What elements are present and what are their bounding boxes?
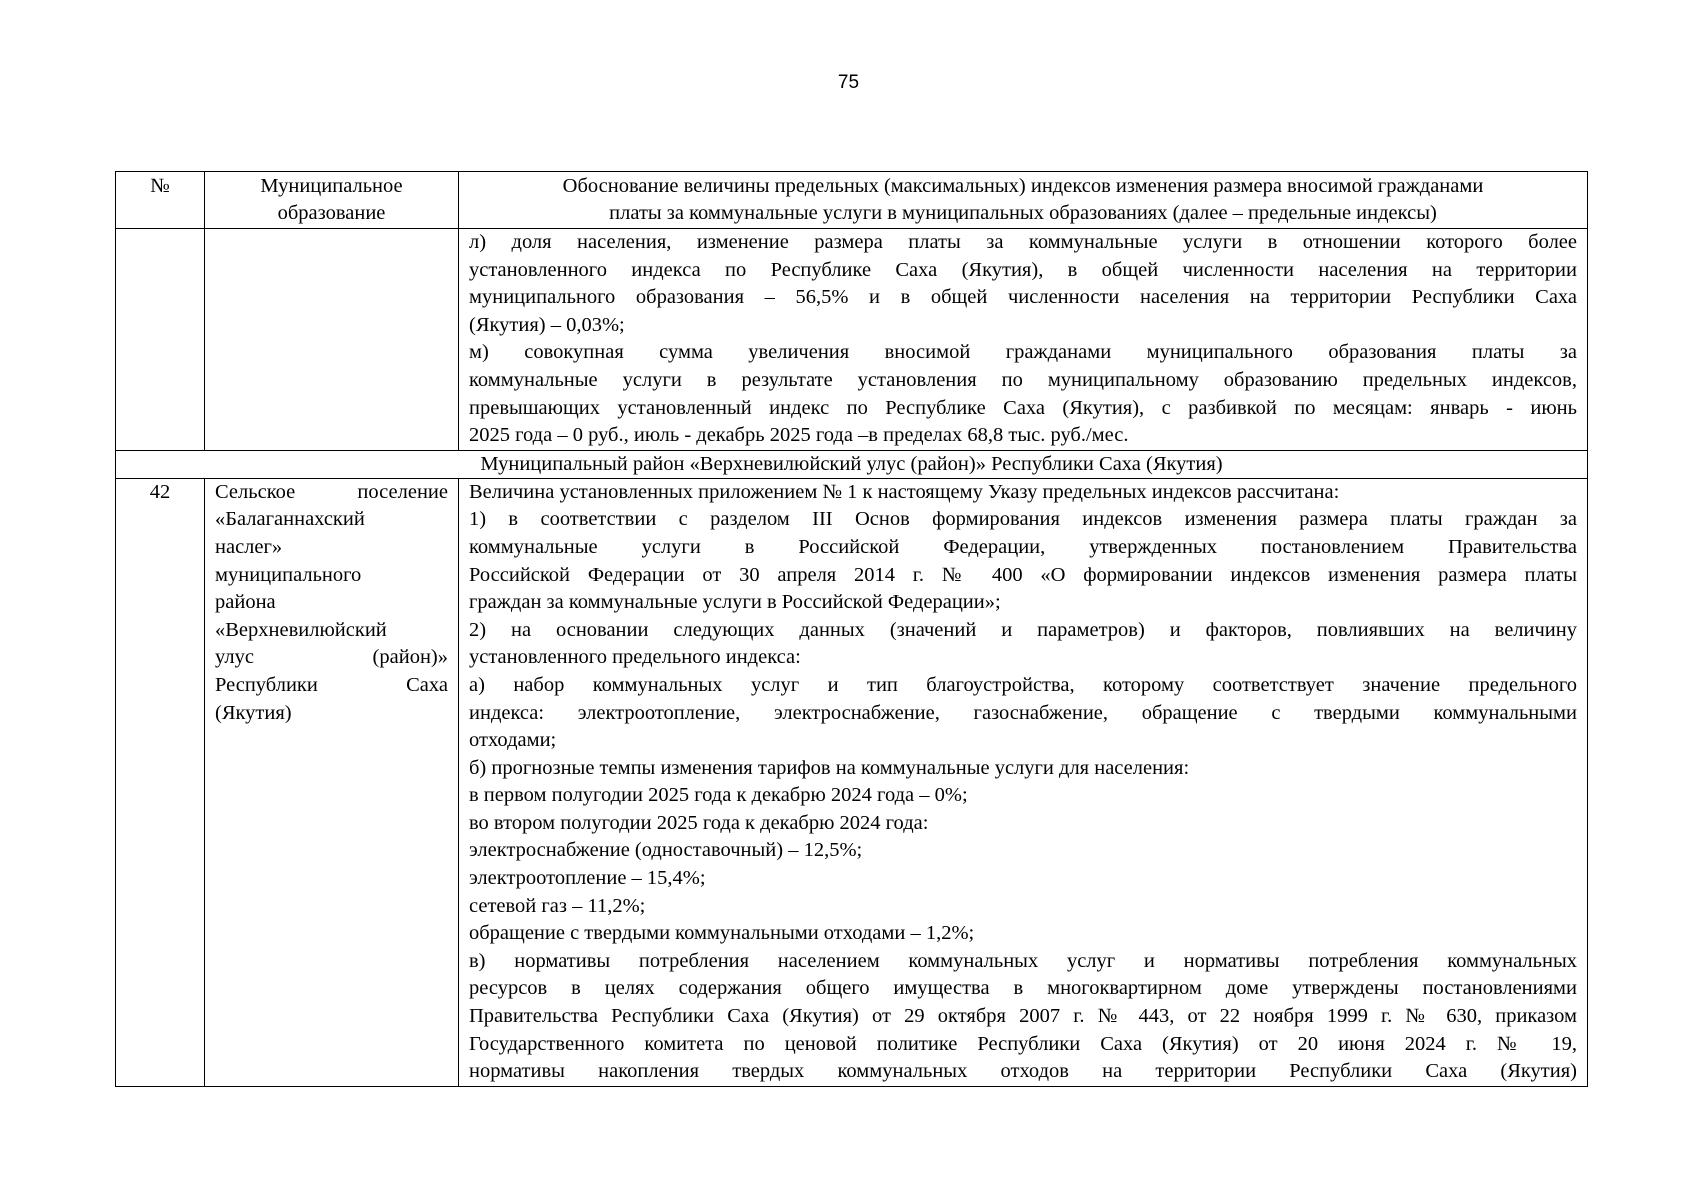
header-municipality: Муниципальное образование (205, 172, 459, 229)
text-line: 2) на основании следующих данных (значений и параметров) и факторов, повлиявших на величину (469, 618, 1577, 641)
text-line: отходами; (469, 729, 557, 752)
section-row (116, 450, 1588, 478)
municipality-line: (Якутия) (215, 701, 292, 724)
text-line: л) доля населения, изменение размера платы за коммунальные услуги в отношении которого более (469, 231, 1577, 253)
text-line: а) набор коммунальных услуг и тип благоустройства, которому соответствует значение предельного (469, 673, 1577, 696)
municipality-line: «Верхневилюйский (215, 618, 387, 641)
text-line: б) прогнозные темпы изменения тарифов на коммунальные услуги для населения: (469, 756, 1190, 779)
text-line: ресурсов в целях содержания общего имущества в многоквартирном доме утверждены постановлениями (469, 977, 1577, 1000)
text-line: м) совокупная сумма увеличения вносимой гражданами муниципального образования платы за (469, 341, 1577, 364)
cell-basis (459, 478, 1588, 1086)
header-basis-line: Обоснование величины предельных (максимальных) индексов изменения размера вносимой гражданами (562, 175, 1484, 197)
header-basis-line: платы за коммунальные услуги в муниципальных образованиях (далее – предельные индексы) (609, 202, 1437, 224)
text-line: Государственного комитета по ценовой политике Республики Саха (Якутия) от 20 июня 2024 г. № 19, (469, 1032, 1577, 1055)
table-header-row (116, 172, 1588, 229)
text-line: индекса: электроотопление, электроснабжение, газоснабжение, обращение с твердыми коммунальными (469, 701, 1577, 724)
text-line: 1) в соответствии с разделом III Основ формирования индексов изменения размера платы граждан за (469, 508, 1577, 531)
cell-municipality-empty (205, 229, 459, 451)
text-line: Российской Федерации от 30 апреля 2014 г. № 400 «О формировании индексов изменения размера платы (469, 563, 1577, 586)
municipality-line: «Балаганнахский (215, 508, 365, 531)
text-line: в первом полугодии 2025 года к декабрю 2024 года – 0%; (469, 784, 968, 807)
municipality-line: наслег» (215, 535, 283, 558)
cell-municipality (205, 478, 459, 1086)
municipality-line: района (215, 591, 276, 614)
text-line: (Якутия) – 0,03%; (469, 313, 625, 336)
text-line: Правительства Республики Саха (Якутия) от 29 октября 2007 г. № 443, от 22 ноября 1999 г. № 630, приказом (469, 1005, 1577, 1028)
municipality-line: Республики Саха (215, 673, 448, 696)
text-line: муниципального образования – 56,5% и в общей численности населения на территории Республики Саха (469, 286, 1577, 309)
text-line: сетевой газ – 11,2%; (469, 894, 646, 917)
header-num: № (116, 172, 205, 229)
text-line: обращение с твердыми коммунальными отходами – 1,2%; (469, 922, 975, 945)
text-line: граждан за коммунальные услуги в Российской Федерации»; (469, 591, 1001, 614)
text-line: электроснабжение (одноставочный) – 12,5%; (469, 839, 863, 862)
text-line: коммунальные услуги в Российской Федерации, утвержденных постановлением Правительства (469, 535, 1577, 558)
municipality-line: улус (район)» (215, 646, 448, 669)
text-line: электроотопление – 15,4%; (469, 867, 706, 890)
text-line: Величина установленных приложением № 1 к настоящему Указу предельных индексов рассчитана: (469, 480, 1340, 503)
text-line: 2025 года – 0 руб., июль - декабрь 2025 года –в пределах 68,8 тыс. руб./мес. (469, 424, 1129, 447)
text-line: коммунальные услуги в результате установления по муниципальному образованию предельных индексов, (469, 368, 1577, 391)
text-line: установленного предельного индекса: (469, 646, 801, 669)
text-line: превышающих установленный индекс по Республике Саха (Якутия), с разбивкой по месяцам: январь - июнь (469, 396, 1577, 419)
text-line: установленного индекса по Республике Саха (Якутия), в общей численности населения на территории (469, 258, 1577, 281)
page-number: 75 (837, 72, 860, 93)
cell-row-number: 42 (116, 478, 205, 1086)
text-line: во втором полугодии 2025 года к декабрю 2024 года: (469, 811, 929, 834)
table-row-continuation (116, 229, 1588, 451)
text-line: в) нормативы потребления населением коммунальных услуг и нормативы потребления коммунальных (469, 949, 1577, 972)
header-basis (459, 172, 1588, 229)
cell-num-empty (116, 229, 205, 451)
municipality-line: Сельское поселение (215, 480, 448, 503)
municipality-line: муниципального (215, 563, 362, 586)
cell-basis-continuation (459, 229, 1588, 451)
indices-table (115, 171, 1588, 1087)
section-title: Муниципальный район «Верхневилюйский улус (район)» Республики Саха (Якутия) (116, 450, 1588, 478)
text-line: нормативы накопления твердых коммунальных отходов на территории Республики Саха (Якутия) (469, 1060, 1577, 1083)
table-row (116, 478, 1588, 1086)
